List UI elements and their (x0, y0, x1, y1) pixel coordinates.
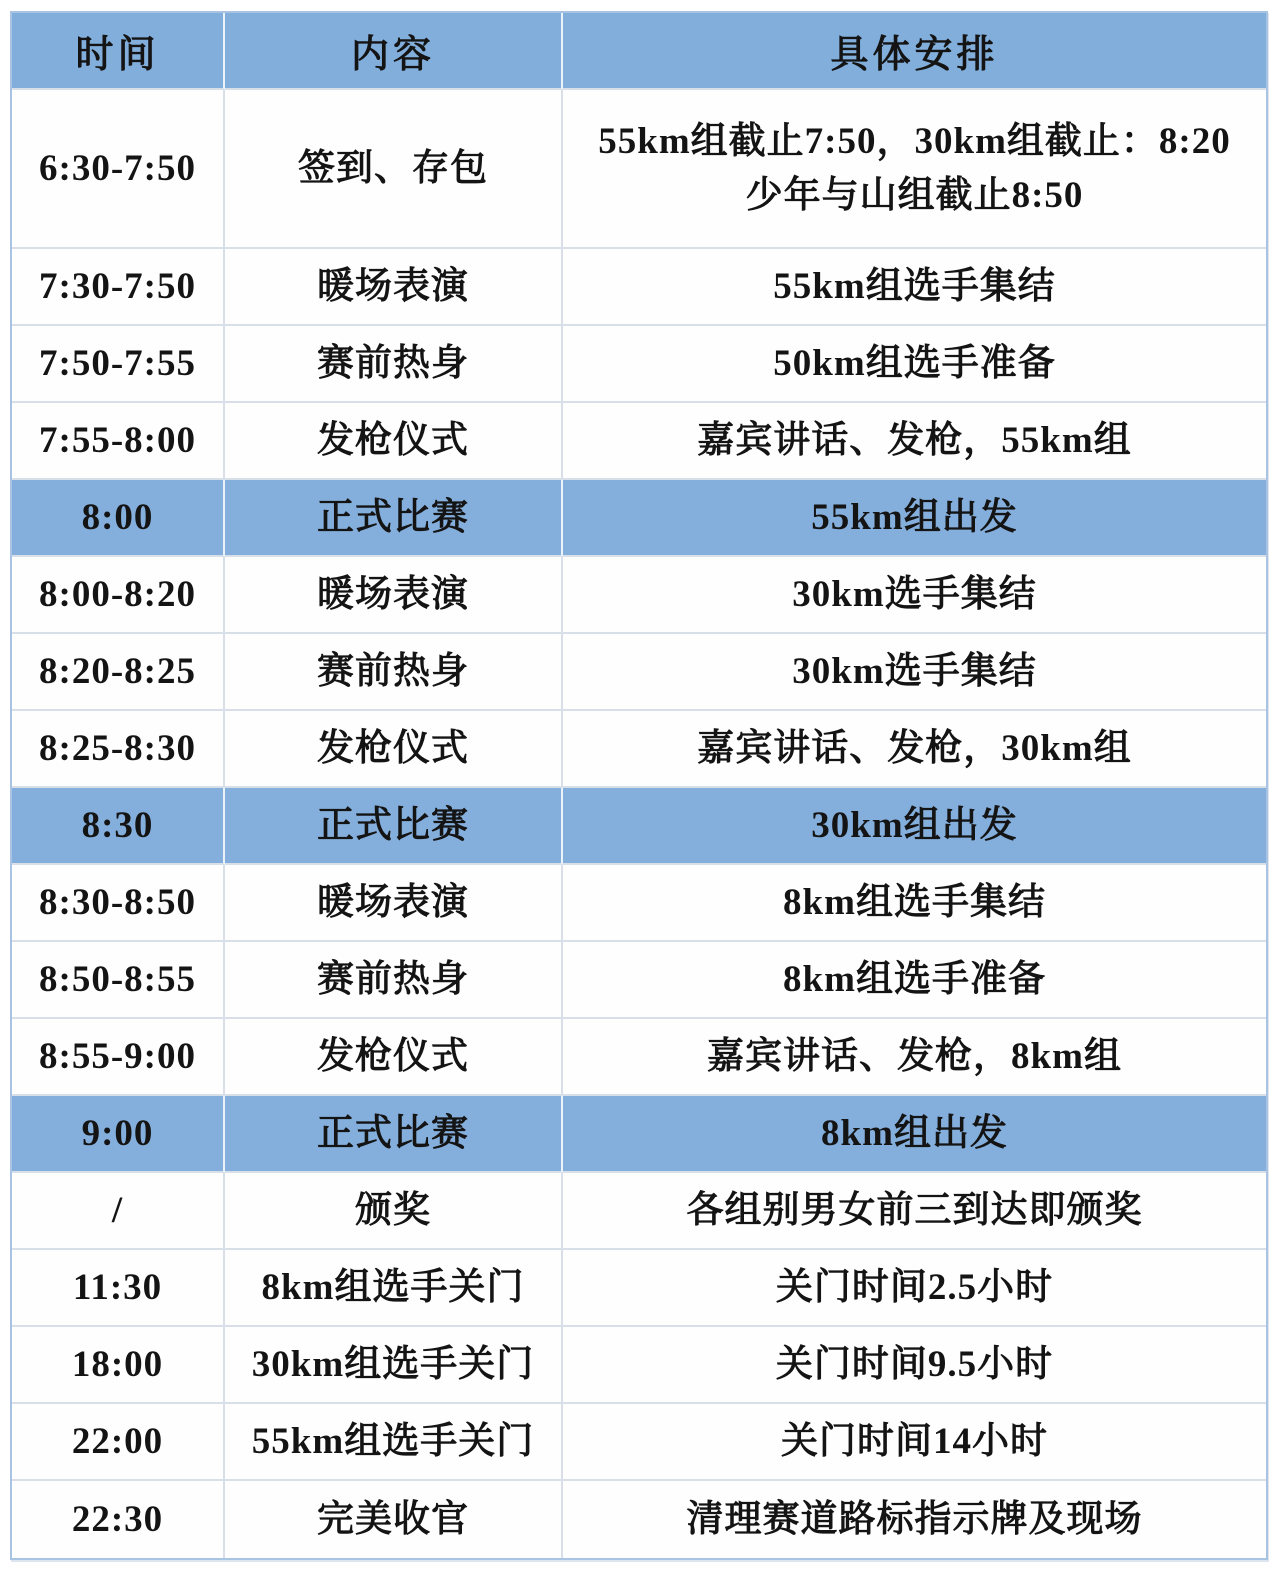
cell-text: 关门时间14小时 (781, 1420, 1048, 1462)
time-cell (12, 403, 225, 480)
cell-text: 30km选手集结 (792, 573, 1037, 615)
cell-text: 嘉宾讲话、发枪，55km组 (697, 419, 1132, 461)
cell-text: 少年与山组截止8:50 (745, 174, 1084, 216)
cell-text: 正式比赛 (317, 496, 469, 538)
detail-cell (563, 634, 1266, 711)
detail-cell (563, 326, 1266, 403)
cell-text: 18:00 (71, 1343, 164, 1385)
time-cell (12, 942, 225, 1019)
cell-text: 30km组选手关门 (251, 1343, 535, 1385)
schedule-row (12, 1250, 1266, 1327)
schedule-row (12, 249, 1266, 326)
time-cell (12, 1250, 225, 1327)
detail-cell (563, 90, 1266, 249)
cell-text: 7:55-8:00 (39, 419, 196, 461)
cell-text: 8:30 (81, 804, 154, 846)
schedule-row (12, 1019, 1266, 1096)
content-cell (225, 1250, 563, 1327)
content-cell (225, 1404, 563, 1481)
schedule-row (12, 865, 1266, 942)
cell-text: 8:30-8:50 (39, 881, 196, 923)
content-cell (225, 1173, 563, 1250)
cell-text: 各组别男女前三到达即颁奖 (686, 1189, 1143, 1231)
cell-text: 30km选手集结 (792, 650, 1037, 692)
cell-text: 8:00-8:20 (39, 573, 196, 615)
cell-text: 正式比赛 (317, 1112, 469, 1154)
schedule-row (12, 1404, 1266, 1481)
cell-text: 8:25-8:30 (39, 727, 196, 769)
schedule-row (12, 1481, 1266, 1558)
cell-text: 11:30 (72, 1266, 163, 1308)
content-cell (225, 711, 563, 788)
cell-text: 6:30-7:50 (39, 147, 196, 189)
cell-text: / (111, 1189, 124, 1231)
detail-cell (563, 942, 1266, 1019)
content-cell (225, 557, 563, 634)
cell-text: 关门时间9.5小时 (775, 1343, 1054, 1385)
content-cell (225, 403, 563, 480)
cell-text: 7:50-7:55 (39, 342, 196, 384)
schedule-table-wrap (10, 11, 1268, 1560)
cell-text: 55km组截止7:50，30km组截止：8:20 (598, 120, 1231, 162)
header-content: 内容 (225, 13, 563, 90)
time-cell (12, 1096, 225, 1173)
cell-text: 8km组选手关门 (261, 1266, 525, 1308)
detail-cell (563, 1250, 1266, 1327)
content-cell (225, 942, 563, 1019)
detail-cell (563, 1327, 1266, 1404)
detail-cell (563, 865, 1266, 942)
cell-text: 赛前热身 (317, 958, 469, 1000)
cell-text: 暖场表演 (317, 573, 469, 615)
detail-cell (563, 788, 1266, 865)
schedule-row (12, 1327, 1266, 1404)
content-cell (225, 865, 563, 942)
time-cell (12, 1327, 225, 1404)
content-cell (225, 90, 563, 249)
detail-cell (563, 711, 1266, 788)
cell-text: 7:30-7:50 (39, 265, 196, 307)
cell-text: 8:50-8:55 (39, 958, 196, 1000)
schedule-row-highlight (12, 480, 1266, 557)
cell-text: 赛前热身 (317, 650, 469, 692)
cell-text: 完美收官 (317, 1498, 469, 1540)
cell-text: 55km组选手关门 (251, 1420, 535, 1462)
cell-text: 22:00 (71, 1420, 164, 1462)
cell-text: 发枪仪式 (317, 1035, 469, 1077)
cell-text: 30km组出发 (811, 804, 1018, 846)
cell-text: 嘉宾讲话、发枪，8km组 (707, 1035, 1122, 1077)
time-cell (12, 865, 225, 942)
schedule-row (12, 326, 1266, 403)
header-detail: 具体安排 (563, 13, 1266, 90)
time-cell (12, 711, 225, 788)
time-cell (12, 634, 225, 711)
cell-text: 正式比赛 (317, 804, 469, 846)
detail-cell (563, 1096, 1266, 1173)
cell-text: 50km组选手准备 (773, 342, 1056, 384)
cell-text: 8km组选手集结 (783, 881, 1046, 923)
schedule-row (12, 1173, 1266, 1250)
time-cell (12, 557, 225, 634)
content-cell (225, 326, 563, 403)
content-cell (225, 634, 563, 711)
schedule-row (12, 403, 1266, 480)
schedule-row (12, 557, 1266, 634)
detail-cell (563, 1404, 1266, 1481)
cell-text: 8:20-8:25 (39, 650, 196, 692)
cell-text: 暖场表演 (317, 265, 469, 307)
content-cell (225, 788, 563, 865)
cell-text: 关门时间2.5小时 (775, 1266, 1054, 1308)
time-cell (12, 90, 225, 249)
schedule-row (12, 90, 1266, 249)
content-cell (225, 1327, 563, 1404)
time-cell (12, 1019, 225, 1096)
detail-cell (563, 557, 1266, 634)
cell-text: 发枪仪式 (317, 419, 469, 461)
schedule-table (12, 13, 1266, 1558)
content-cell (225, 249, 563, 326)
content-cell (225, 1096, 563, 1173)
detail-cell (563, 480, 1266, 557)
time-cell (12, 480, 225, 557)
cell-text: 嘉宾讲话、发枪，30km组 (697, 727, 1132, 769)
cell-text: 9:00 (81, 1112, 154, 1154)
cell-text: 签到、存包 (298, 147, 488, 189)
schedule-row (12, 634, 1266, 711)
cell-text: 55km组选手集结 (773, 265, 1056, 307)
content-cell (225, 1019, 563, 1096)
header-row (12, 13, 1266, 90)
schedule-row-highlight (12, 1096, 1266, 1173)
cell-text: 55km组出发 (811, 496, 1018, 538)
content-cell (225, 1481, 563, 1558)
time-cell (12, 249, 225, 326)
cell-text: 8km组选手准备 (783, 958, 1046, 1000)
cell-text: 8:00 (81, 496, 154, 538)
content-cell (225, 480, 563, 557)
header-time: 时间 (12, 13, 225, 90)
time-cell (12, 326, 225, 403)
time-cell (12, 1404, 225, 1481)
cell-text: 22:30 (71, 1498, 164, 1540)
cell-text: 赛前热身 (317, 342, 469, 384)
time-cell (12, 1173, 225, 1250)
schedule-row (12, 942, 1266, 1019)
detail-cell (563, 1173, 1266, 1250)
schedule-row (12, 711, 1266, 788)
time-cell (12, 1481, 225, 1558)
time-cell (12, 788, 225, 865)
cell-text: 8:55-9:00 (39, 1035, 196, 1077)
cell-text: 8km组出发 (821, 1112, 1008, 1154)
detail-cell (563, 1019, 1266, 1096)
cell-text: 颁奖 (355, 1189, 431, 1231)
detail-cell (563, 403, 1266, 480)
detail-cell (563, 249, 1266, 326)
cell-text: 暖场表演 (317, 881, 469, 923)
cell-text: 清理赛道路标指示牌及现场 (686, 1498, 1143, 1540)
schedule-row-highlight (12, 788, 1266, 865)
detail-cell (563, 1481, 1266, 1558)
cell-text: 发枪仪式 (317, 727, 469, 769)
